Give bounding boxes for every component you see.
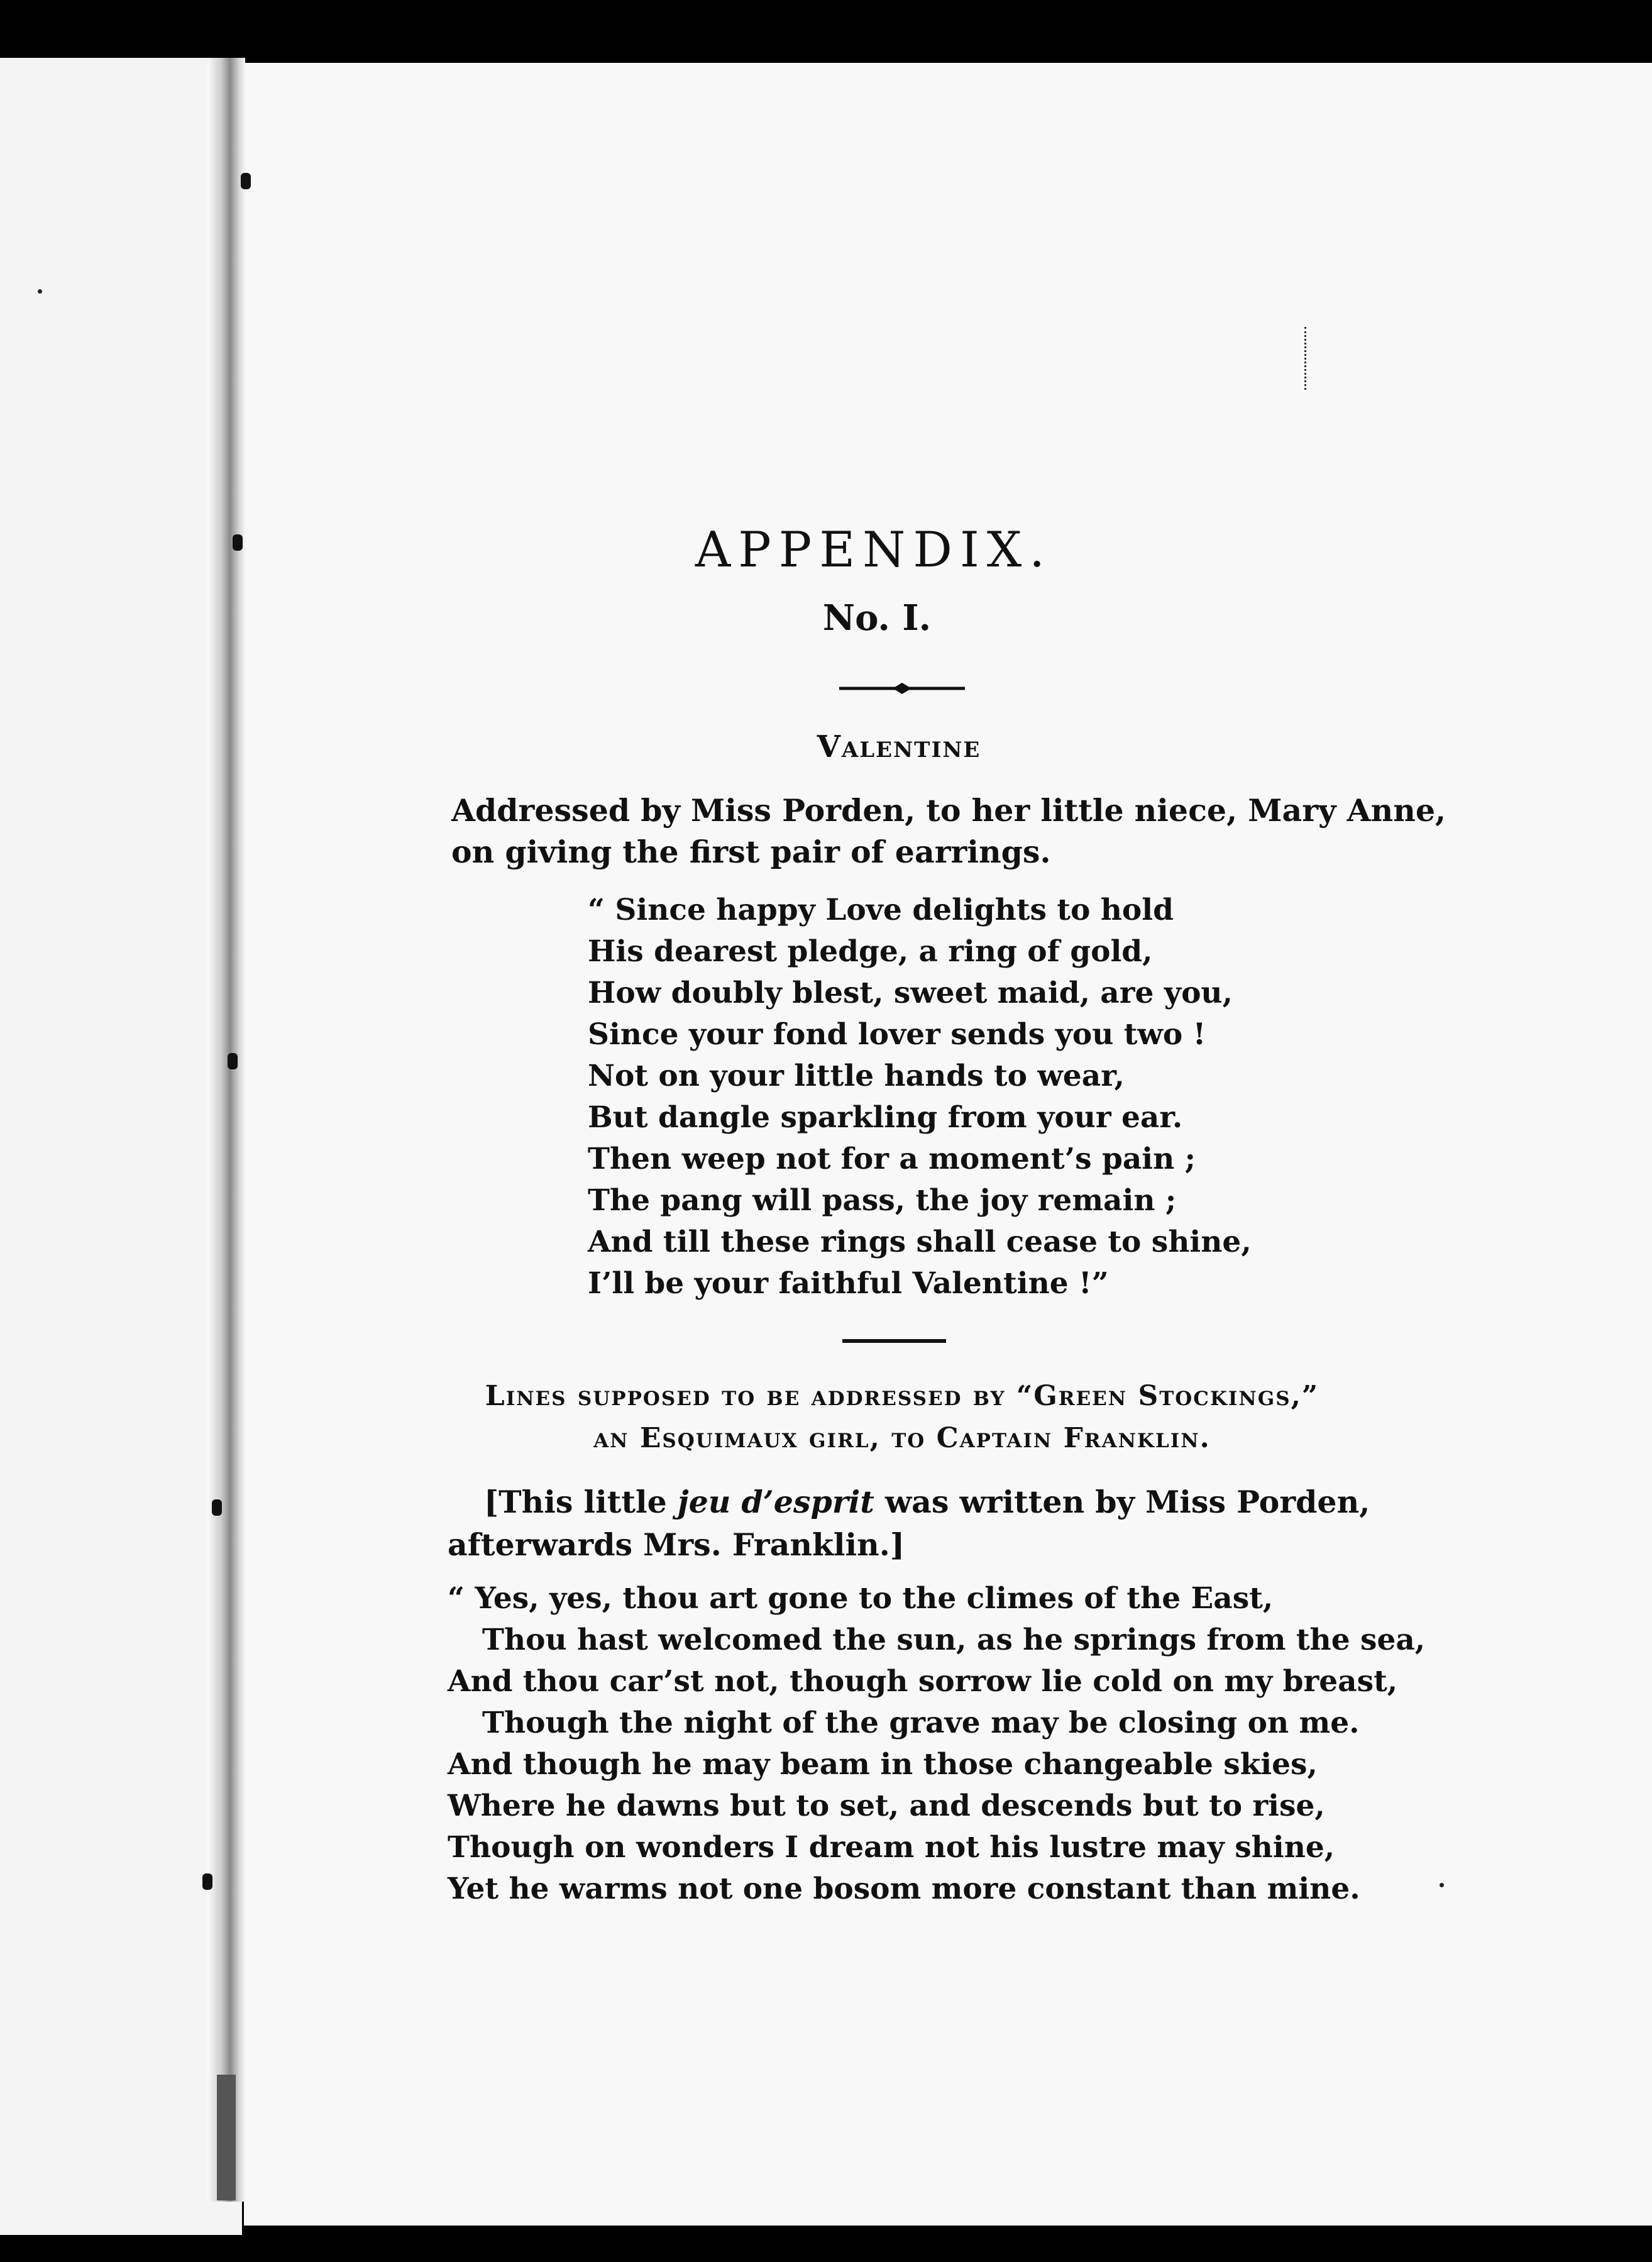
- intro-line: on giving the first pair of earrings.: [451, 834, 1051, 870]
- gutter-shadow: [217, 2075, 236, 2200]
- intro-line: Addressed by Miss Porden, to her little niece, Mary Anne,: [451, 792, 1446, 829]
- note-italic: jeu d’esprit: [677, 1484, 874, 1520]
- verse-line: “ Since happy Love delights to hold: [588, 893, 1174, 927]
- page-mark: [1304, 327, 1309, 390]
- appendix-number: No. I.: [822, 597, 932, 639]
- book-gutter: [207, 58, 245, 2202]
- verse-line: “ Yes, yes, thou art gone to the climes of the East,: [448, 1581, 1274, 1616]
- verse-line: I’ll be your faithful Valentine !”: [588, 1266, 1109, 1301]
- verse-line: Where he dawns but to set, and descends but to rise,: [448, 1789, 1325, 1823]
- ornament-divider: [839, 679, 965, 698]
- note-line-2: afterwards Mrs. Franklin.]: [448, 1526, 905, 1563]
- appendix-title: APPENDIX.: [695, 522, 1053, 578]
- note-line-1: [484, 1481, 1370, 1522]
- valentine-verse: [588, 890, 1252, 1305]
- binding-stitch: [202, 1873, 212, 1890]
- binding-stitch: [241, 173, 251, 189]
- binding-stitch: [228, 1053, 238, 1069]
- verse-line: Since your fond lover sends you two !: [588, 1017, 1206, 1052]
- binding-stitch: [212, 1499, 222, 1516]
- valentine-intro: [451, 789, 1446, 872]
- verse-line: And thou car’st not, though sorrow lie cold on my breast,: [448, 1664, 1398, 1699]
- lines-heading-1: Lines supposed to be addressed by “Green Stockings,”: [485, 1380, 1319, 1412]
- valentine-heading: Valentine: [817, 729, 981, 764]
- scan-border-bottom: [0, 2235, 1652, 2262]
- binding-stitch: [233, 534, 243, 551]
- page-speck: [38, 289, 42, 294]
- page-speck: [1440, 1883, 1444, 1887]
- verse-line: Yet he warms not one bosom more constant than mine.: [448, 1872, 1360, 1906]
- verse-line: Though on wonders I dream not his lustre may shine,: [448, 1830, 1335, 1865]
- verse-line: Though the night of the grave may be closing on me.: [482, 1706, 1360, 1740]
- verse-line: The pang will pass, the joy remain ;: [588, 1183, 1177, 1218]
- verse-line: Thou hast welcomed the sun, as he springs from the sea,: [482, 1623, 1426, 1657]
- verse-line: His dearest pledge, a ring of gold,: [588, 934, 1153, 969]
- left-page-edge: [0, 58, 242, 2262]
- verse-line: And though he may beam in those changeable skies,: [448, 1747, 1318, 1782]
- editorial-note-cont: [448, 1523, 905, 1565]
- note-text: [This little: [484, 1484, 678, 1520]
- section-divider: [842, 1339, 946, 1343]
- verse-line: And till these rings shall cease to shine,: [588, 1225, 1252, 1259]
- esquimaux-verse: [448, 1578, 1425, 1910]
- verse-line: Then weep not for a moment’s pain ;: [588, 1142, 1196, 1176]
- editorial-note: [484, 1481, 1370, 1522]
- lines-heading-2: an Esquimaux girl, to Captain Franklin.: [593, 1422, 1211, 1454]
- note-text: was written by Miss Porden,: [874, 1484, 1370, 1520]
- verse-line: But dangle sparkling from your ear.: [588, 1100, 1183, 1135]
- verse-line: How doubly blest, sweet maid, are you,: [588, 976, 1233, 1010]
- verse-line: Not on your little hands to wear,: [588, 1059, 1125, 1093]
